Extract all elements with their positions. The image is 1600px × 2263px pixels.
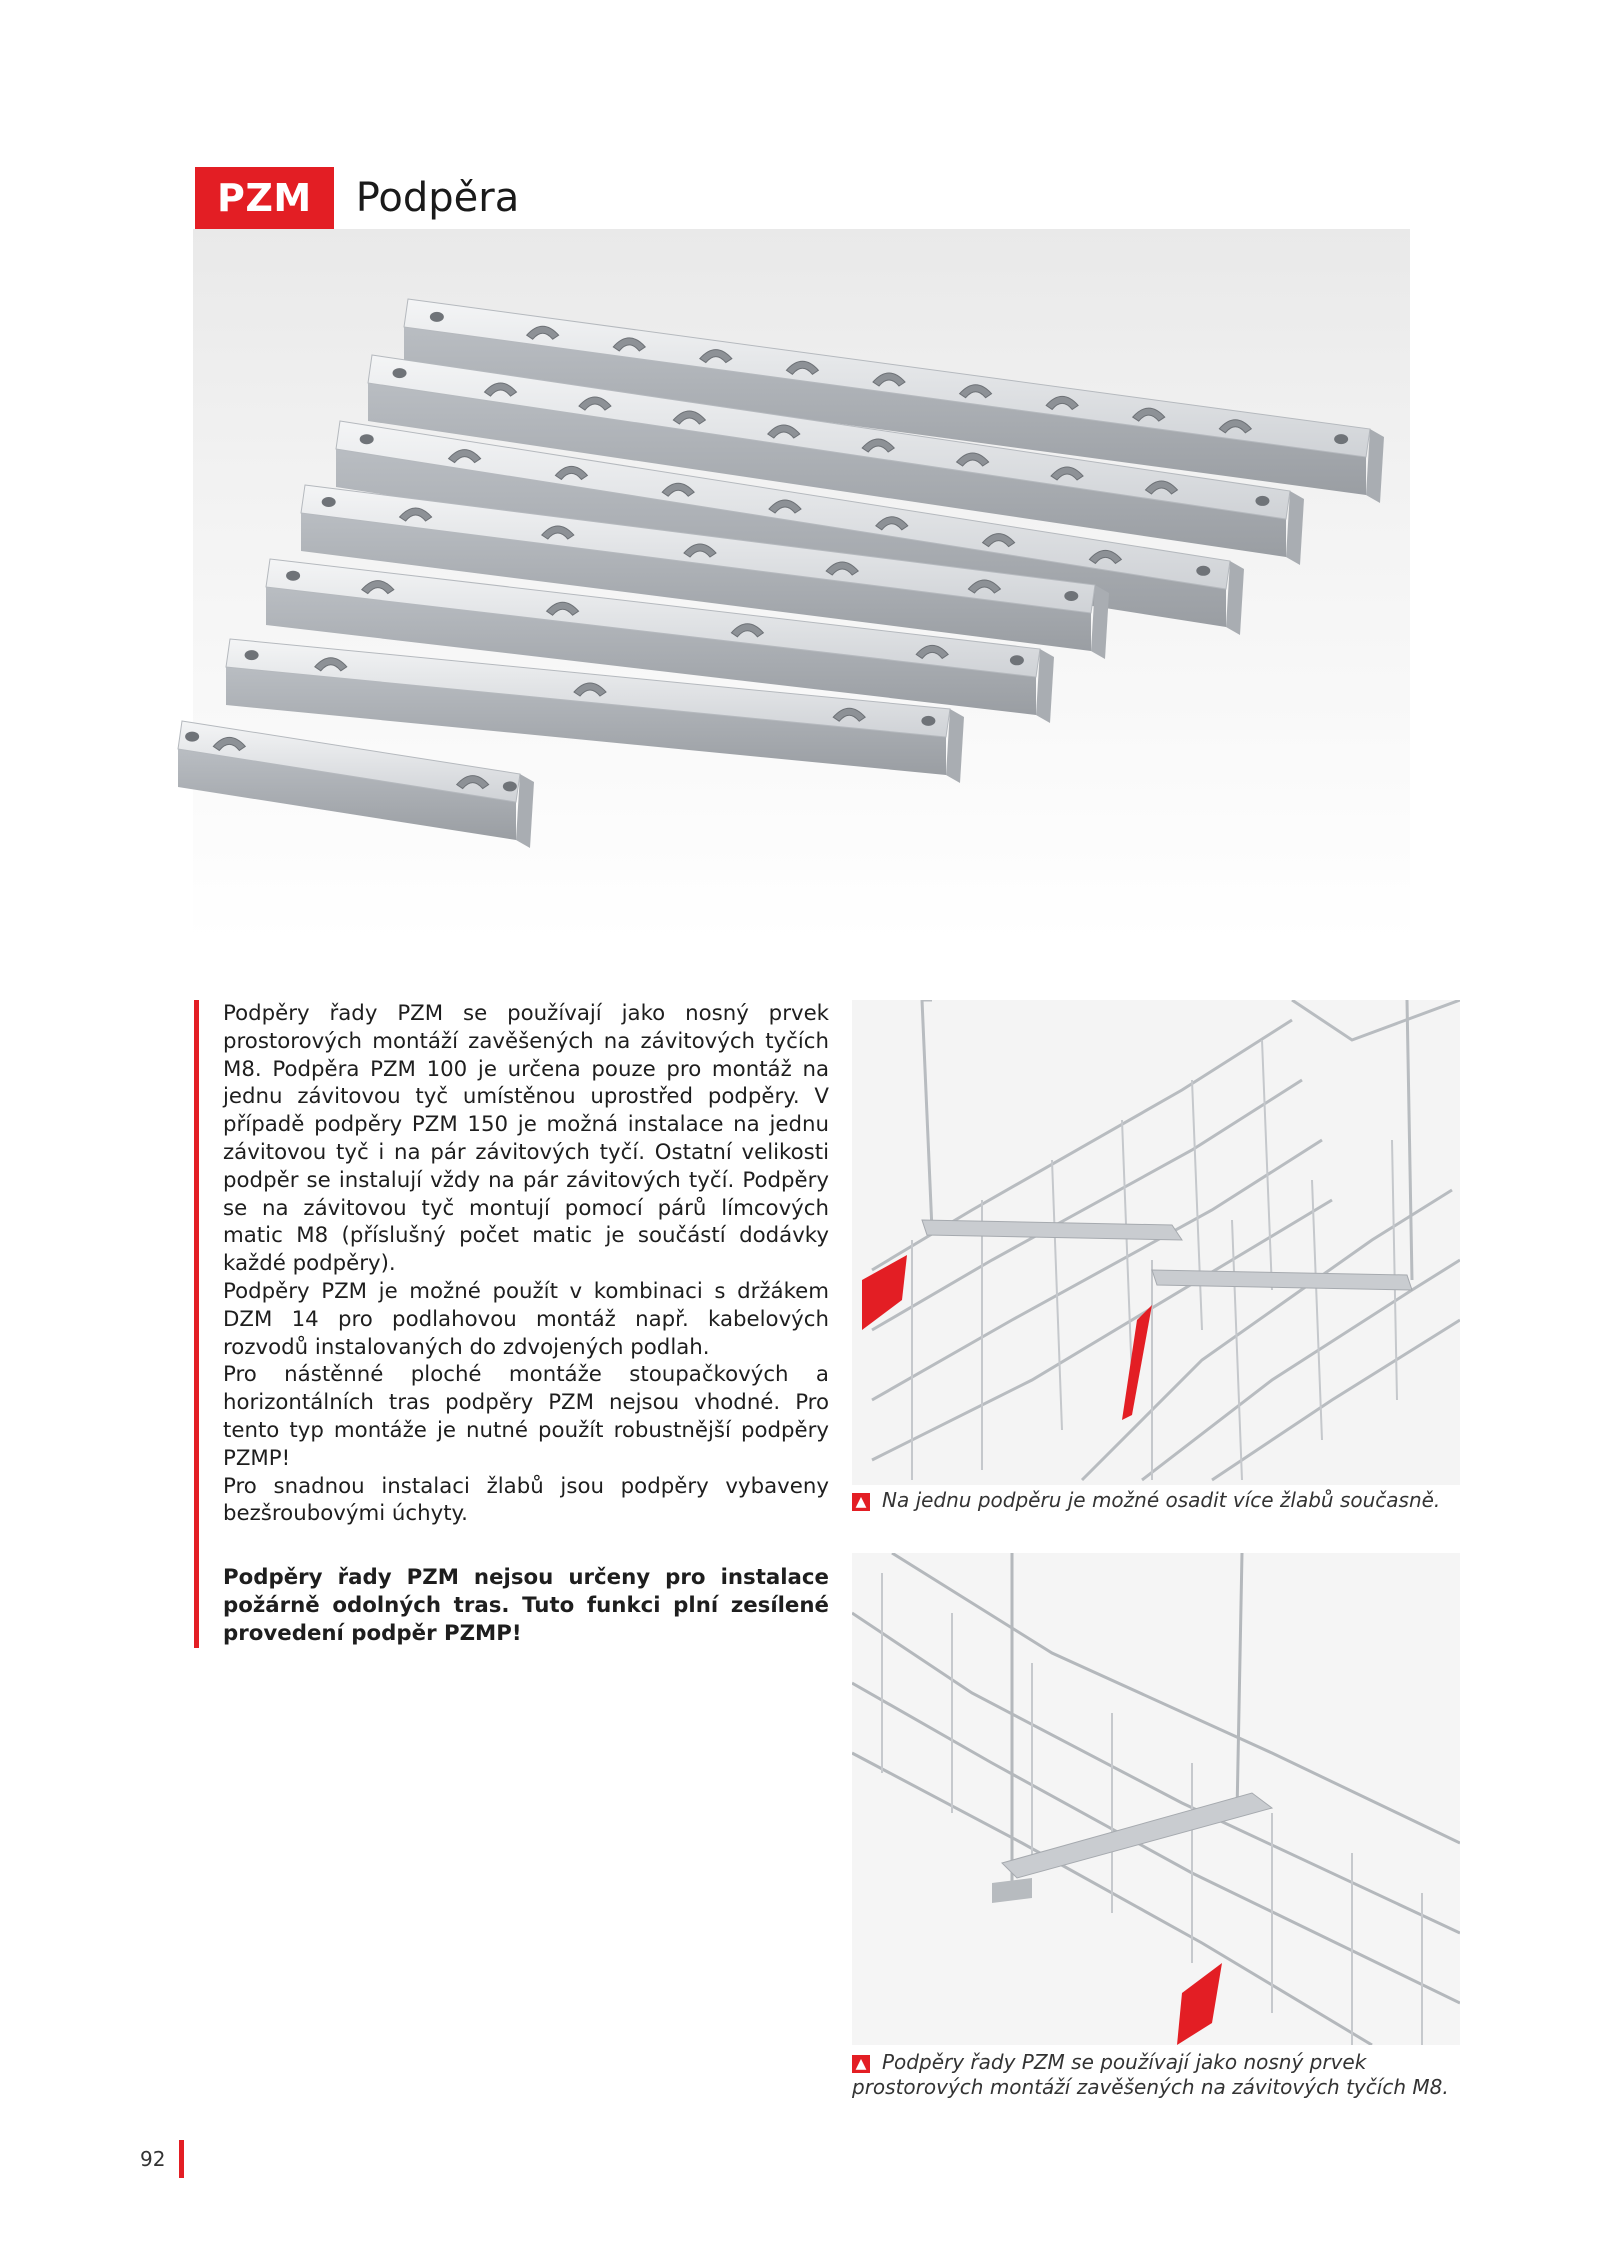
description-text (194, 1000, 829, 1648)
paragraph: Pro snadnou instalaci žlabů jsou podpěry vybaveny bezšroubovými úchyty. (223, 1473, 829, 1527)
caret-up-icon: ▲ (852, 1493, 870, 1511)
warning-paragraph: Podpěry řady PZM nejsou určeny pro instalace požárně odolných tras. Tuto funkci plní zesílené provedení podpěr PZMP! (223, 1565, 829, 1646)
product-hero-image (193, 229, 1410, 942)
paragraph: Podpěry PZM je možné použít v kombinaci s držákem DZM 14 pro podlahovou montáž např. kabelových rozvodů instalovaných do zdvojených podlah. (223, 1278, 829, 1360)
installation-photo-threaded-rods (852, 1553, 1460, 2045)
paragraph: Pro nástěnné ploché montáže stoupačkových a horizontálních tras podpěry PZM nejsou vhodné. Pro tento typ montáže je nutné použít robustnější podpěry PZMP! (223, 1362, 829, 1471)
product-code-badge: PZM (195, 167, 334, 229)
caption-multiple-trays (852, 1488, 1462, 1513)
page-title: Podpěra (355, 175, 520, 221)
page-footer (140, 2140, 184, 2178)
footer-accent-bar (179, 2140, 184, 2178)
caption-threaded-rods (852, 2050, 1462, 2100)
support-bar (178, 721, 534, 848)
caret-up-icon: ▲ (852, 2055, 870, 2073)
caption-text: Podpěry řady PZM se používají jako nosný prvek prostorových montáží zavěšených na závitových tyčích M8. (852, 2050, 1449, 2099)
support-bars-illustration (100, 229, 1410, 942)
page-header (195, 167, 519, 229)
page-number: 92 (140, 2147, 166, 2171)
installation-photo-multiple-trays (852, 1000, 1460, 1485)
caption-text: Na jednu podpěru je možné osadit více žlabů současně. (882, 1488, 1441, 1512)
paragraph: Podpěry řady PZM se používají jako nosný prvek prostorových montáží zavěšených na závitových tyčích M8. Podpěra PZM 100 je určena pouze pro montáž na jednu závitovou tyč umístěnou uprostřed podpěry. V případě podpěry PZM 150 je možná instalace na jednu závitovou tyč i na pár závitových tyčí. Ostatní velikosti podpěr se instalují vždy na pár závitových tyčí. Podpěry se na závitovou tyč montují pomocí párů límcových matic M8 (příslušný počet matic je součástí dodávky každé podpěry). (223, 1001, 829, 1277)
